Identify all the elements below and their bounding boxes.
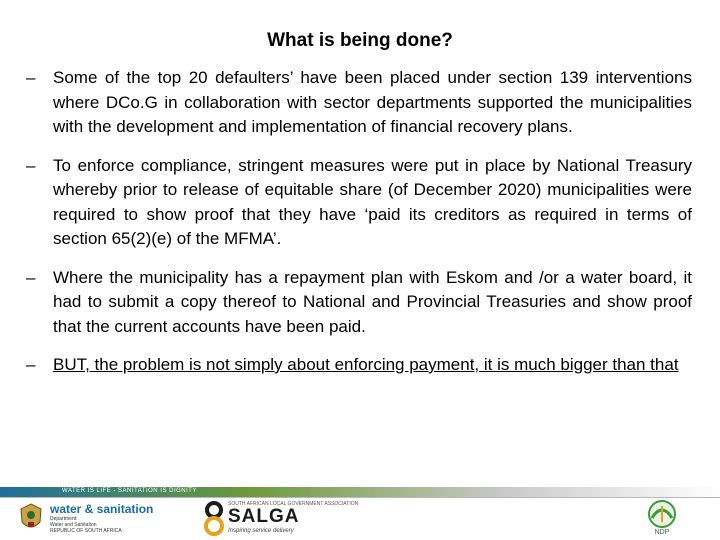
footer-band-text: WATER IS LIFE - SANITATION IS DIGNITY bbox=[62, 488, 197, 494]
salga-association-text: SOUTH AFRICAN LOCAL GOVERNMENT ASSOCIATION bbox=[228, 501, 359, 507]
dws-dept-label: Department: bbox=[50, 516, 78, 522]
footer-divider bbox=[0, 497, 720, 498]
slide-title: What is being done? bbox=[267, 30, 453, 51]
salga-tagline: Inspiring service delivery bbox=[228, 528, 294, 534]
bullet-list bbox=[26, 66, 692, 392]
bullet-item bbox=[26, 66, 692, 140]
dws-country: REPUBLIC OF SOUTH AFRICA bbox=[50, 528, 122, 534]
dws-dept-name: Water and Sanitation bbox=[50, 522, 97, 528]
bullet-text: BUT, the problem is not simply about enforcing payment, it is much bigger than that bbox=[53, 355, 679, 374]
bullet-marker: – bbox=[26, 267, 36, 287]
bullet-text: Some of the top 20 defaulters’ have been placed under section 139 interventions where DCo.G in collaboration with sector departments supported the municipalities with the development and implementation of financial recovery plans. bbox=[53, 68, 692, 136]
bullet-marker: – bbox=[26, 155, 36, 175]
dws-logo-text bbox=[50, 503, 170, 534]
bullet-text: To enforce compliance, stringent measures were put in place by National Treasury whereby prior to release of equitable share (of December 2020) municipalities were required to show proof that they have ‘paid its creditors as required in terms of section 65(2)(e) of the MFMA’. bbox=[53, 155, 692, 248]
dws-name: water & sanitation bbox=[50, 502, 154, 516]
bullet-marker: – bbox=[26, 355, 36, 374]
coat-of-arms-icon bbox=[18, 502, 44, 534]
bullet-item bbox=[26, 266, 692, 340]
bullet-item-emphasis bbox=[26, 353, 692, 378]
ndp-logo-icon bbox=[640, 498, 684, 536]
bullet-item bbox=[26, 154, 692, 252]
bullet-marker: – bbox=[26, 68, 36, 87]
salga-name: SALGA bbox=[228, 506, 300, 527]
bullet-text: Where the municipality has a repayment plan with Eskom and /or a water board, it had to submit a copy thereof to National and Provincial Treasuries and show proof that the current accounts have been paid. bbox=[53, 267, 692, 336]
ndp-caption: NDP bbox=[654, 529, 670, 536]
